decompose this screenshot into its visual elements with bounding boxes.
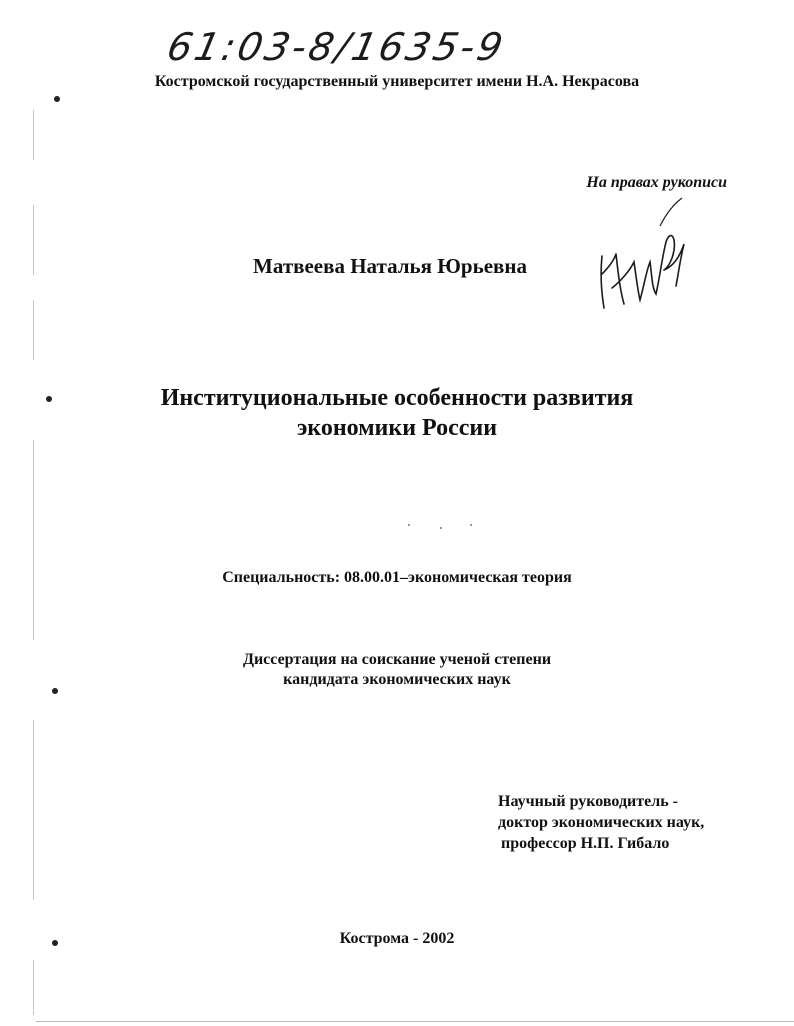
scan-edge-line (33, 720, 34, 900)
dissertation-title (0, 383, 794, 443)
supervisor-block (498, 791, 704, 854)
signature-icon (590, 196, 690, 324)
scan-speck (470, 524, 472, 526)
binding-dot (54, 96, 60, 102)
scan-speck (440, 527, 442, 529)
scan-edge-line (33, 960, 34, 1015)
scan-edge-line (33, 440, 34, 640)
degree-statement (0, 650, 794, 690)
specialty: Специальность: 08.00.01–экономическая теория (222, 569, 572, 586)
scan-bottom-edge (36, 1021, 794, 1022)
supervisor-line: доктор экономических наук, (498, 814, 705, 831)
degree-line: Диссертация на соискание ученой степени (242, 651, 552, 668)
supervisor-line: профессор Н.П. Гибало (501, 835, 670, 852)
degree-line: кандидата экономических наук (283, 671, 511, 688)
university-name: Костромской государственный университет имени Н.А. Некрасова (154, 73, 640, 90)
scan-edge-line (33, 110, 34, 160)
city-year: Кострома - 2002 (339, 930, 455, 947)
scan-edge-line (33, 300, 34, 360)
scan-edge-line (33, 205, 34, 275)
scan-speck (408, 524, 410, 526)
title-line: Институциональные особенности развития (160, 385, 634, 411)
handwritten-shelfmark: 61:03-8/1635-9 (163, 25, 510, 69)
supervisor-line: Научный руководитель - (498, 793, 678, 810)
author-name: Матвеева Наталья Юрьевна (253, 254, 527, 278)
title-line: экономики России (296, 415, 498, 441)
manuscript-rights-note: На правах рукописи (586, 174, 727, 191)
